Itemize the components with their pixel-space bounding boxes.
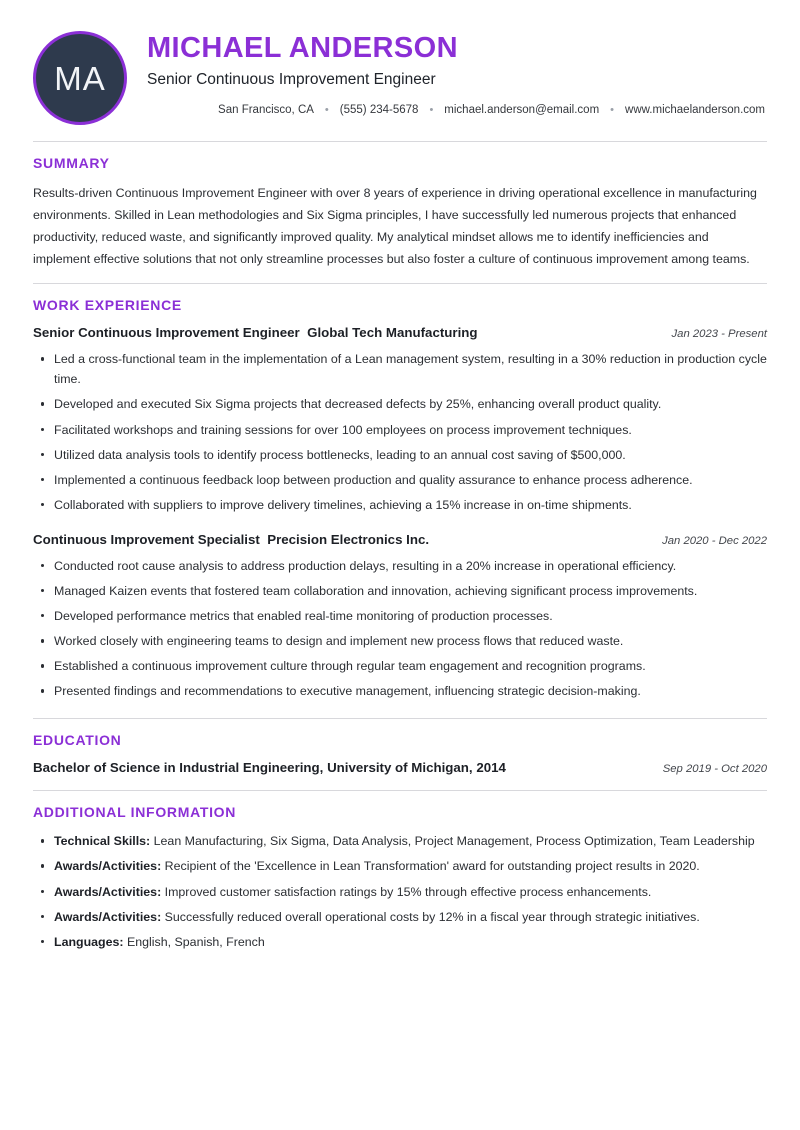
list-item <box>33 882 767 902</box>
education-degree: Bachelor of Science in Industrial Engineering, University of Michigan, 2014 <box>33 760 506 776</box>
list-item: Established a continuous improvement culture through regular team engagement and recognition programs. <box>33 656 767 676</box>
section-additional-information <box>33 791 767 964</box>
list-item: Utilized data analysis tools to identify process bottlenecks, leading to an annual cost saving of $500,000. <box>33 445 767 465</box>
experience-bullet-list <box>33 349 767 515</box>
item-label: Awards/Activities: <box>54 909 162 924</box>
list-item <box>33 907 767 927</box>
section-title-additional-information: ADDITIONAL INFORMATION <box>33 804 237 821</box>
section-title-summary: SUMMARY <box>33 155 110 171</box>
item-label: Technical Skills: <box>54 834 151 849</box>
contact-separator-icon: • <box>324 104 329 117</box>
section-work-experience <box>33 284 767 718</box>
avatar <box>33 31 127 125</box>
section-title-work-experience: WORK EXPERIENCE <box>33 297 182 314</box>
summary-text: Results-driven Continuous Improvement Engineer with over 8 years of experience in driving operational excellence in manufacturing environments. Skilled in Lean methodologies and Six Sigma principles, I have successfully led numerous projects that enhanced productivity, reduced waste, and significantly improved quality. My analytical mindset allows me to identify inefficiencies and implement effective solutions that not only streamline processes but also foster a culture of continuous improvement among teams. <box>33 186 757 267</box>
experience-entry-header <box>33 324 767 342</box>
experience-date: Jan 2023 - Present <box>671 328 767 341</box>
section-summary <box>33 142 767 283</box>
list-item: Developed and executed Six Sigma projects that decreased defects by 25%, enhancing overall product quality. <box>33 394 767 414</box>
section-title-education: EDUCATION <box>33 732 122 749</box>
list-item: Facilitated workshops and training sessions for over 100 employees on process improvement techniques. <box>33 420 767 440</box>
item-label: Awards/Activities: <box>54 859 162 874</box>
header-job-title: Senior Continuous Improvement Engineer <box>147 71 436 89</box>
avatar-initials: MA <box>54 59 106 97</box>
experience-bullet-list <box>33 556 767 702</box>
item-value: Recipient of the 'Excellence in Lean Transformation' award for outstanding project results in 2020. <box>164 859 700 874</box>
item-value: Lean Manufacturing, Six Sigma, Data Analysis, Project Management, Process Optimization, Team Leadership <box>153 834 755 849</box>
item-label: Awards/Activities: <box>54 884 162 899</box>
list-item: Conducted root cause analysis to address production delays, resulting in a 20% increase in operational efficiency. <box>33 556 767 576</box>
education-entry <box>33 759 767 777</box>
section-education <box>33 719 767 790</box>
list-item: Implemented a continuous feedback loop between production and quality assurance to enhance process adherence. <box>33 470 767 490</box>
additional-information-list <box>33 831 767 951</box>
list-item <box>33 932 767 952</box>
list-item: Led a cross-functional team in the implementation of a Lean management system, resulting in a 30% reduction in production cycle time. <box>33 349 767 389</box>
item-label: Languages: <box>54 934 124 949</box>
education-date: Sep 2019 - Oct 2020 <box>662 763 767 776</box>
item-value: Successfully reduced overall operational costs by 12% in a fiscal year through strategic initiatives. <box>164 909 700 924</box>
experience-heading <box>33 324 478 342</box>
list-item <box>33 856 767 876</box>
list-item: Presented findings and recommendations to executive management, influencing strategic decision-making. <box>33 681 767 701</box>
list-item <box>33 831 767 851</box>
experience-company: Precision Electronics Inc. <box>267 531 430 547</box>
experience-date: Jan 2020 - Dec 2022 <box>662 534 767 547</box>
experience-position: Senior Continuous Improvement Engineer <box>33 325 300 341</box>
list-item: Worked closely with engineering teams to design and implement new process flows that reduced waste. <box>33 631 767 651</box>
experience-entry <box>33 531 767 702</box>
experience-entry <box>33 324 767 515</box>
item-value: English, Spanish, French <box>127 934 265 949</box>
page-title: MICHAEL ANDERSON <box>147 32 458 64</box>
header-text-block <box>127 28 767 118</box>
contact-phone[interactable]: (555) 234-5678 <box>339 104 419 117</box>
list-item: Collaborated with suppliers to improve delivery timelines, achieving a 15% increase in on-time shipments. <box>33 495 767 515</box>
contact-line <box>147 103 767 118</box>
resume-header <box>33 28 767 141</box>
contact-website[interactable]: www.michaelanderson.com <box>625 104 765 117</box>
experience-position: Continuous Improvement Specialist <box>33 531 260 547</box>
item-value: Improved customer satisfaction ratings by 15% through effective process enhancements. <box>164 884 652 899</box>
experience-entry-header <box>33 531 767 549</box>
experience-heading <box>33 531 429 549</box>
contact-email[interactable]: michael.anderson@email.com <box>444 104 600 117</box>
contact-separator-icon: • <box>429 104 434 117</box>
list-item: Developed performance metrics that enabled real-time monitoring of production processes. <box>33 606 767 626</box>
list-item: Managed Kaizen events that fostered team collaboration and innovation, achieving significant process improvements. <box>33 581 767 601</box>
contact-location: San Francisco, CA <box>218 104 314 117</box>
experience-company: Global Tech Manufacturing <box>307 325 478 341</box>
contact-separator-icon: • <box>610 104 615 117</box>
